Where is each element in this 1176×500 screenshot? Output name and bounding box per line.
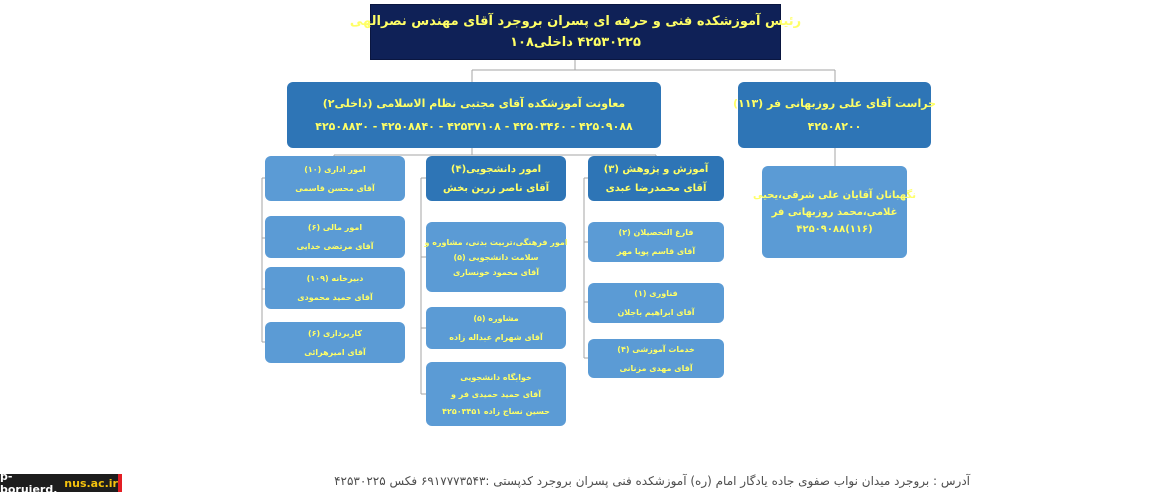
grads-box	[588, 222, 724, 262]
director-title: رئیس آموزشکده فنی و حرفه ای پسران بروجرد آقای مهندس نصرالهی	[349, 14, 802, 29]
admin-box	[265, 156, 405, 201]
counsel-name: آقای شهرام عبداله زاده	[449, 333, 543, 342]
dorm-line3: حسین نساج زاده ۴۲۵۰۳۴۵۱	[442, 406, 550, 416]
security-phone: ۴۲۵۰۸۲۰۰	[807, 120, 862, 133]
logo-prefix: p-borujerd.	[0, 470, 58, 496]
finance-title: امور مالی (۶)	[307, 223, 363, 232]
careers-title: کاریردازی (۶)	[308, 328, 363, 338]
education-box	[588, 156, 724, 201]
guards-phone: (۱۱۶)۴۲۵۰۹۰۸۸	[796, 223, 873, 235]
finance-name: آقای مرتضی خدایی	[296, 242, 374, 251]
footer-address: آدرس : بروجرد میدان نواب صفوی جاده یادگار امام (ره) آموزشکده فنی پسران بروجرد کدپستی :۶۹۱۷۷۷۳۵۴۳ فکس ۴۲۵۳۰۲۲۵	[334, 474, 970, 488]
it-name: آقای ابراهیم باجلان	[617, 308, 695, 317]
site-logo[interactable]	[0, 470, 122, 496]
dorm-line2: آقای حمید حمیدی فر و	[451, 389, 542, 399]
director-phone: ۴۲۵۳۰۲۲۵ داخلی۱۰۸	[510, 35, 641, 50]
culture-line2: سلامت دانشجویی (۵)	[453, 252, 539, 262]
security-title: حراست آقای علی روزبهانی فر (۱۱۳)	[732, 97, 936, 110]
careers-name: آقای امیرهرائی	[304, 347, 366, 357]
guards-line1: نگهبانان آقایان علی شرقی،یحیی	[753, 189, 916, 201]
it-box	[588, 283, 724, 323]
guards-box	[753, 166, 916, 258]
education-name: آقای محمدرضا عبدی	[605, 182, 707, 194]
secretariat-title: دبیرخانه (۱۰۹)	[306, 274, 364, 283]
deputy-box	[287, 82, 661, 148]
director-box	[349, 4, 802, 60]
student-affairs-box	[426, 156, 566, 201]
counsel-box	[426, 307, 566, 349]
services-title: خدمات آموزشی (۴)	[617, 344, 695, 354]
culture-box	[426, 222, 566, 292]
counsel-title: مشاوره (۵)	[473, 314, 519, 323]
admin-title: امور اداری (۱۰)	[304, 164, 366, 174]
culture-line1: امور فرهنگی،تربیت بدنی، مشاوره و	[424, 237, 568, 247]
finance-box	[265, 216, 405, 258]
deputy-phones: ۴۲۵۰۹۰۸۸ - ۴۲۵۰۳۴۶۰ - ۴۲۵۳۷۱۰۸ - ۴۲۵۰۸۸۴۰ - ۴۲۵۰۸۸۳۰	[315, 120, 633, 133]
grads-title: فارغ التحصیلان (۲)	[618, 228, 694, 237]
logo-accent: nus.ac.ir	[64, 476, 118, 490]
culture-name: آقای محمود خونساری	[453, 267, 539, 277]
deputy-title: معاونت آموزشکده آقای مجتبی نظام الاسلامی (داخلی۲)	[322, 97, 626, 110]
guards-line2: غلامی،محمد روزبهانی فر	[771, 206, 898, 218]
admin-name: آقای محسن قاسمی	[295, 183, 375, 193]
grads-name: آقای قاسم پویا مهر	[616, 247, 696, 256]
services-box	[588, 339, 724, 378]
education-title: آموزش و پژوهش (۳)	[603, 163, 709, 175]
secretariat-box	[265, 267, 405, 309]
dorm-title: خوابگاه دانشجویی	[460, 372, 532, 382]
services-name: آقای مهدی مزنانی	[619, 363, 693, 373]
careers-box	[265, 322, 405, 363]
student-affairs-name: آقای ناصر زرین بخش	[442, 182, 550, 194]
secretariat-name: آقای حمید محمودی	[297, 293, 373, 302]
student-affairs-title: امور دانشجویی(۴)	[450, 163, 542, 175]
it-title: فناوری (۱)	[634, 289, 678, 298]
dorm-box	[426, 362, 566, 426]
security-box	[732, 82, 936, 148]
